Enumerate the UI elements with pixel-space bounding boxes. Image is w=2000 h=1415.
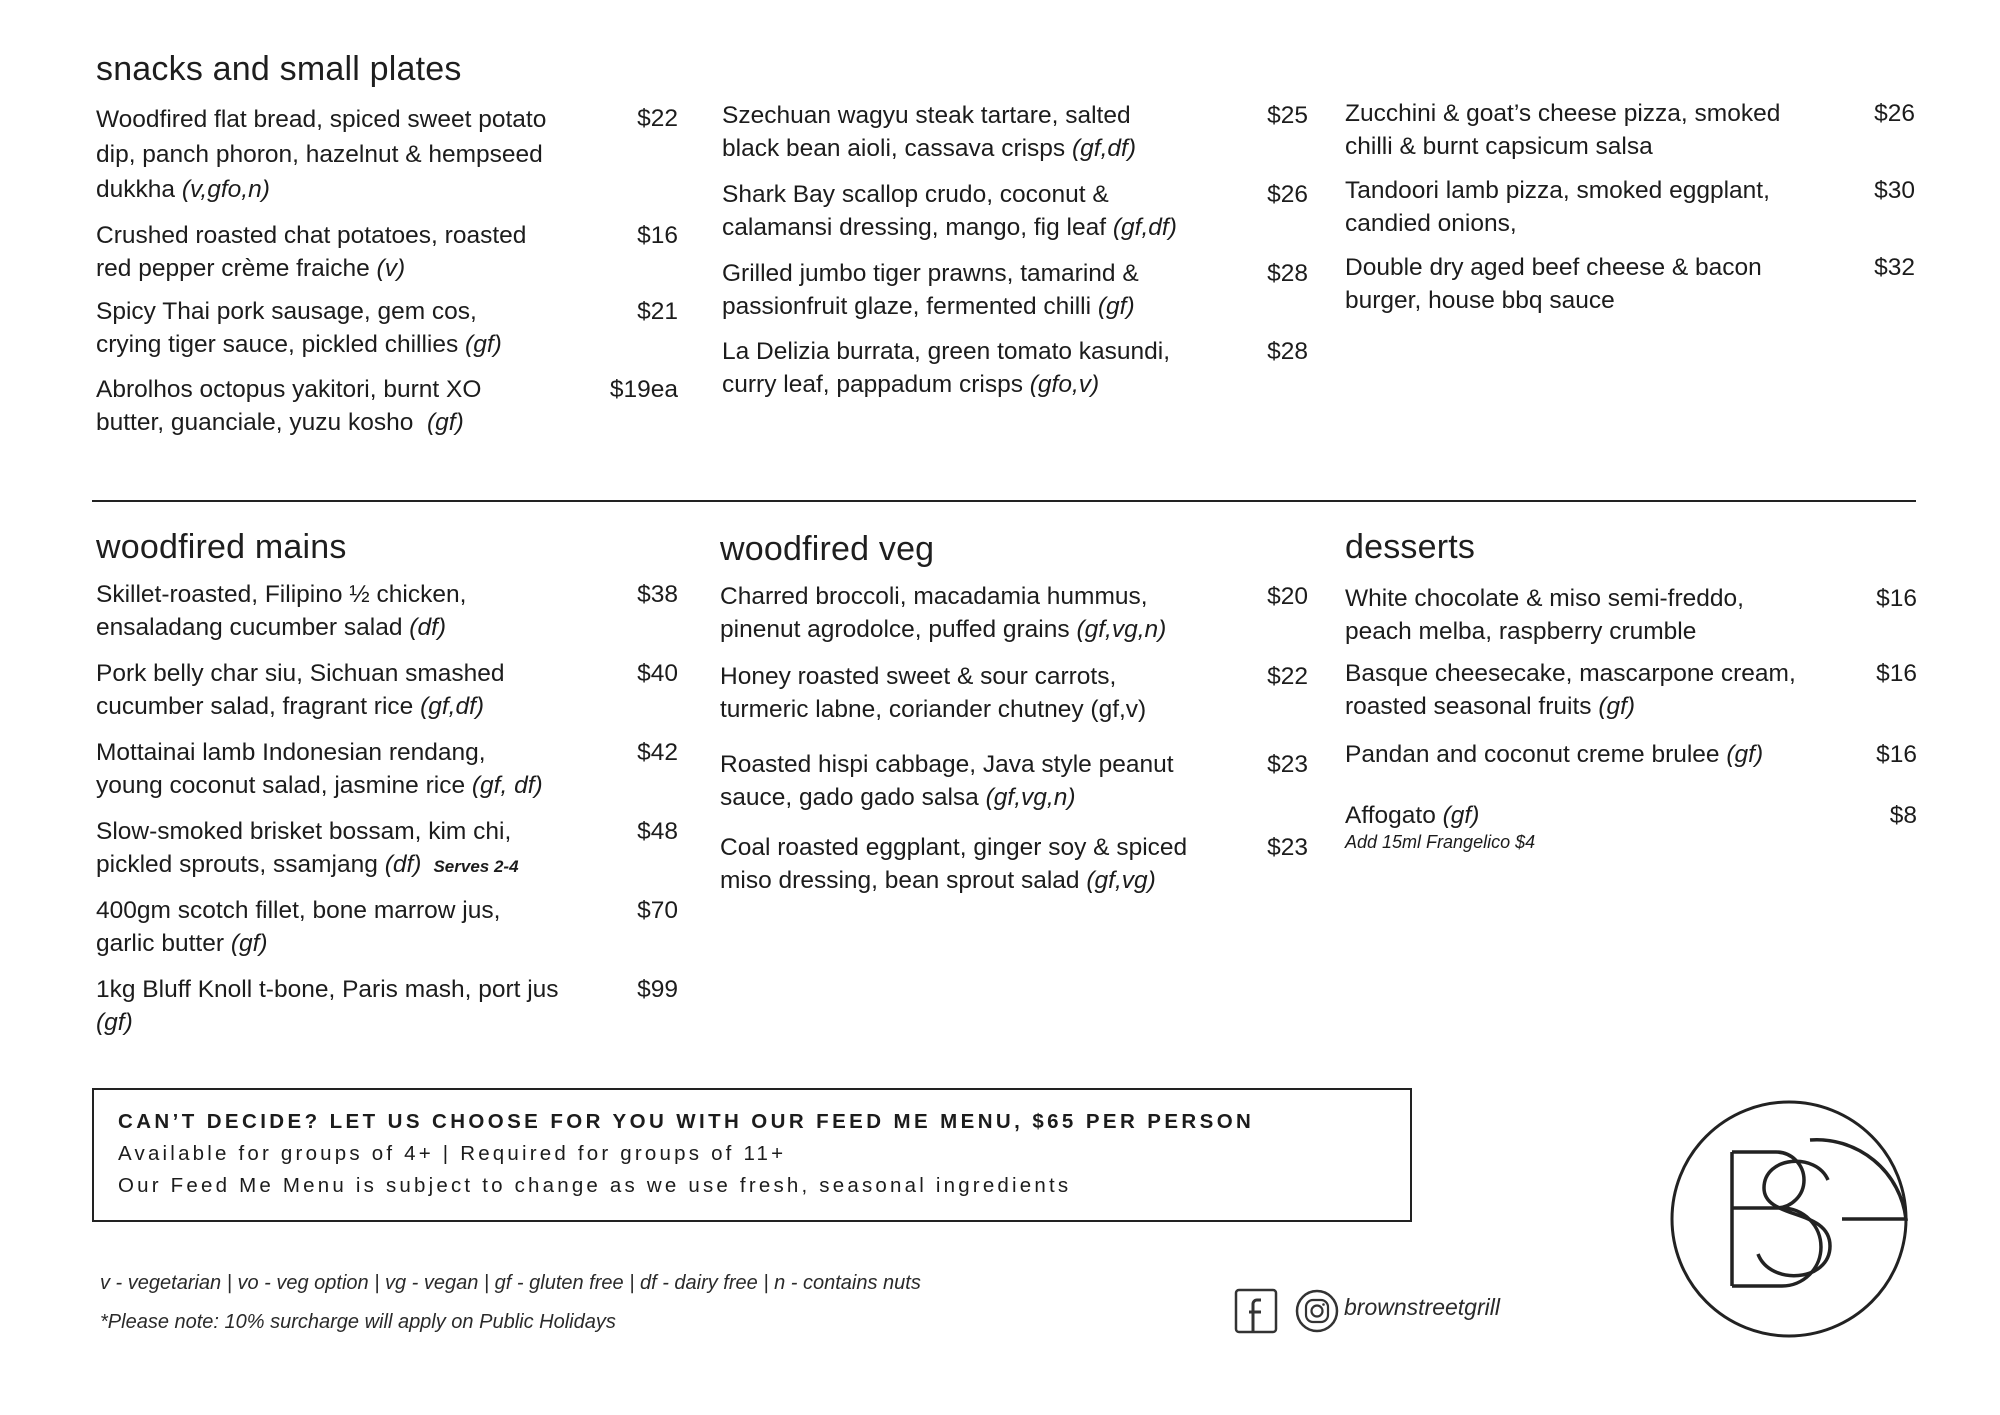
dietary-tags: (gf,df) [1071, 135, 1136, 162]
menu-item [1345, 738, 1917, 774]
item-price: $38 [637, 581, 678, 608]
dietary-tags: (df) [384, 851, 422, 878]
item-price: $19ea [609, 376, 678, 403]
brand-logo [1666, 1096, 1912, 1342]
item-price: $48 [637, 818, 678, 845]
surcharge-note: *Please note: 10% surcharge will apply on Public Holidays [100, 1311, 616, 1333]
item-price: $16 [1876, 741, 1917, 768]
menu-item [1345, 251, 1915, 321]
dietary-tags: (v,gfo,n) [181, 176, 270, 203]
dietary-tags: (gf) [1097, 293, 1135, 320]
dietary-tags: (gf,vg,n) [1076, 616, 1167, 643]
item-name-line2: crying tiger sauce, pickled chillies [96, 331, 459, 358]
menu-item [96, 219, 678, 289]
menu-item [722, 335, 1308, 405]
item-name-line3: dukkha [96, 176, 176, 203]
item-price: $25 [1267, 102, 1308, 129]
menu-item [96, 894, 678, 964]
menu-item [96, 578, 678, 648]
item-name: Slow-smoked brisket bossam, kim chi, [96, 818, 512, 845]
item-name: Basque cheesecake, mascarpone cream, [1345, 660, 1796, 687]
item-price: $26 [1874, 100, 1915, 127]
dietary-tags: (gf) [230, 930, 268, 957]
section-title-veg: woodfired veg [720, 530, 935, 568]
dietary-tags: (gf) [465, 331, 502, 358]
item-price: $16 [637, 222, 678, 249]
item-name-line2: peach melba, raspberry crumble [1345, 618, 1697, 645]
menu-item [722, 99, 1308, 169]
item-name: 400gm scotch fillet, bone marrow jus, [96, 897, 501, 924]
item-name-line2: burger, house bbq sauce [1345, 287, 1615, 314]
item-name-line2: calamansi dressing, mango, fig leaf [722, 214, 1107, 241]
menu-item [96, 102, 678, 202]
section-title-mains: woodfired mains [96, 528, 347, 566]
item-name: 1kg Bluff Knoll t-bone, Paris mash, port jus [96, 976, 559, 1003]
item-price: $42 [637, 739, 678, 766]
item-price: $40 [637, 660, 678, 687]
item-name-line2: sauce, gado gado salsa [720, 784, 979, 811]
item-name: Affogato [1345, 802, 1436, 829]
item-name: Pork belly char siu, Sichuan smashed [96, 660, 505, 687]
item-price: $16 [1876, 585, 1917, 612]
item-name-line2: cucumber salad, fragrant rice [96, 693, 414, 720]
item-name-line2: butter, guanciale, yuzu kosho [96, 409, 414, 436]
item-name: Abrolhos octopus yakitori, burnt XO [96, 376, 482, 403]
item-price: $32 [1874, 254, 1915, 281]
item-name-line2: pickled sprouts, ssamjang [96, 851, 378, 878]
item-name: La Delizia burrata, green tomato kasundi, [722, 338, 1171, 365]
item-name: Honey roasted sweet & sour carrots, [720, 663, 1117, 690]
feed-me-headline: CAN’T DECIDE? LET US CHOOSE FOR YOU WITH OUR FEED ME MENU, $65 PER PERSON [118, 1110, 1255, 1133]
item-price: $21 [637, 298, 678, 325]
dietary-tags: (df) [409, 614, 447, 641]
item-price: $99 [637, 976, 678, 1003]
menu-item [720, 660, 1308, 730]
dietary-tags: (gf) [1442, 802, 1480, 829]
item-name: Shark Bay scallop crudo, coconut & [722, 181, 1109, 208]
menu-item [722, 178, 1308, 248]
item-name-line2: black bean aioli, cassava crisps [722, 135, 1066, 162]
item-price: $22 [637, 105, 678, 132]
item-price: $70 [637, 897, 678, 924]
section-title-snacks: snacks and small plates [96, 50, 462, 88]
item-name: Spicy Thai pork sausage, gem cos, [96, 298, 477, 325]
item-price: $20 [1267, 583, 1308, 610]
item-name: Szechuan wagyu steak tartare, salted [722, 102, 1131, 129]
dietary-tags: (gf,vg) [1086, 867, 1156, 894]
item-name-line2: passionfruit glaze, fermented chilli [722, 293, 1092, 320]
item-note: Add 15ml Frangelico $4 [1345, 832, 1536, 852]
item-name-line2: chilli & burnt capsicum salsa [1345, 133, 1653, 160]
item-name: Woodfired flat bread, spiced sweet potato [96, 106, 547, 133]
item-name: Roasted hispi cabbage, Java style peanut [720, 751, 1174, 778]
feed-me-disclaimer: Our Feed Me Menu is subject to change as we use fresh, seasonal ingredients [118, 1174, 1072, 1197]
menu-item [96, 973, 678, 1043]
feed-me-box [92, 1088, 1412, 1222]
feed-me-groups: Available for groups of 4+ | Required for groups of 11+ [118, 1142, 787, 1165]
menu-item [96, 736, 678, 806]
item-price: $8 [1889, 802, 1917, 829]
item-name: Crushed roasted chat potatoes, roasted [96, 222, 527, 249]
item-name-line2: miso dressing, bean sprout salad [720, 867, 1080, 894]
item-name: White chocolate & miso semi-freddo, [1345, 585, 1744, 612]
dietary-tags: (gf) [1726, 741, 1764, 768]
item-name-line2: ensaladang cucumber salad [96, 614, 403, 641]
menu-item [722, 257, 1308, 327]
item-price: $16 [1876, 660, 1917, 687]
dietary-tags: (gf) [1598, 693, 1636, 720]
menu-item [1345, 97, 1915, 167]
item-name-line2: roasted seasonal fruits [1345, 693, 1592, 720]
item-price: $22 [1267, 663, 1308, 690]
item-price: $28 [1267, 338, 1308, 365]
instagram-icon[interactable] [1294, 1288, 1340, 1334]
item-name-line2: curry leaf, pappadum crisps [722, 371, 1023, 398]
facebook-icon[interactable] [1234, 1288, 1278, 1334]
dietary-tags: (gfo,v) [1029, 371, 1100, 398]
section-divider [92, 500, 1916, 502]
item-name-line2: dip, panch phoron, hazelnut & hempseed [96, 141, 543, 168]
item-name-line2: red pepper crème fraiche [96, 255, 370, 282]
social-handle[interactable]: brownstreetgrill [1344, 1294, 1500, 1320]
menu-item [1345, 174, 1915, 244]
menu-item [96, 815, 678, 887]
dietary-tags: (v) [376, 255, 406, 282]
section-title-desserts: desserts [1345, 528, 1476, 566]
dietary-legend: v - vegetarian | vo - veg option | vg - vegan | gf - gluten free | df - dairy free | n - contains nuts [100, 1272, 921, 1294]
dietary-tags: (gf) [426, 409, 464, 436]
item-price: $28 [1267, 260, 1308, 287]
dietary-tags: (gf,df) [1112, 214, 1177, 241]
menu-item [96, 373, 678, 443]
item-name-line2: turmeric labne, coriander chutney (gf,v) [720, 696, 1147, 723]
menu-item [720, 748, 1308, 818]
item-name-line2: garlic butter [96, 930, 225, 957]
item-name: Tandoori lamb pizza, smoked eggplant, [1345, 177, 1770, 204]
dietary-tags: (gf, df) [471, 772, 543, 799]
menu-item [1345, 657, 1917, 727]
item-price: $23 [1267, 751, 1308, 778]
item-name-line2: candied onions, [1345, 210, 1517, 237]
item-name: Zucchini & goat’s cheese pizza, smoked [1345, 100, 1781, 127]
menu-item [96, 295, 678, 365]
menu-item [1345, 582, 1917, 652]
item-name: Skillet-roasted, Filipino ½ chicken, [96, 581, 467, 608]
item-name: Double dry aged beef cheese & bacon [1345, 254, 1762, 281]
menu-item [720, 831, 1308, 901]
dietary-tags: (gf) [96, 1009, 133, 1036]
item-name: Pandan and coconut creme brulee [1345, 741, 1720, 768]
item-name: Coal roasted eggplant, ginger soy & spiced [720, 834, 1188, 861]
dietary-tags: (gf,df) [420, 693, 485, 720]
serves-note: Serves 2-4 [433, 857, 519, 876]
menu-item [1345, 799, 1917, 859]
item-name: Mottainai lamb Indonesian rendang, [96, 739, 486, 766]
dietary-tags: (gf,vg,n) [985, 784, 1076, 811]
item-name: Grilled jumbo tiger prawns, tamarind & [722, 260, 1139, 287]
item-price: $23 [1267, 834, 1308, 861]
menu-item [720, 580, 1308, 650]
item-name-line2: young coconut salad, jasmine rice [96, 772, 466, 799]
item-price: $26 [1267, 181, 1308, 208]
item-price: $30 [1874, 177, 1915, 204]
item-name-line2: pinenut agrodolce, puffed grains [720, 616, 1070, 643]
item-name: Charred broccoli, macadamia hummus, [720, 583, 1148, 610]
menu-item [96, 657, 678, 727]
